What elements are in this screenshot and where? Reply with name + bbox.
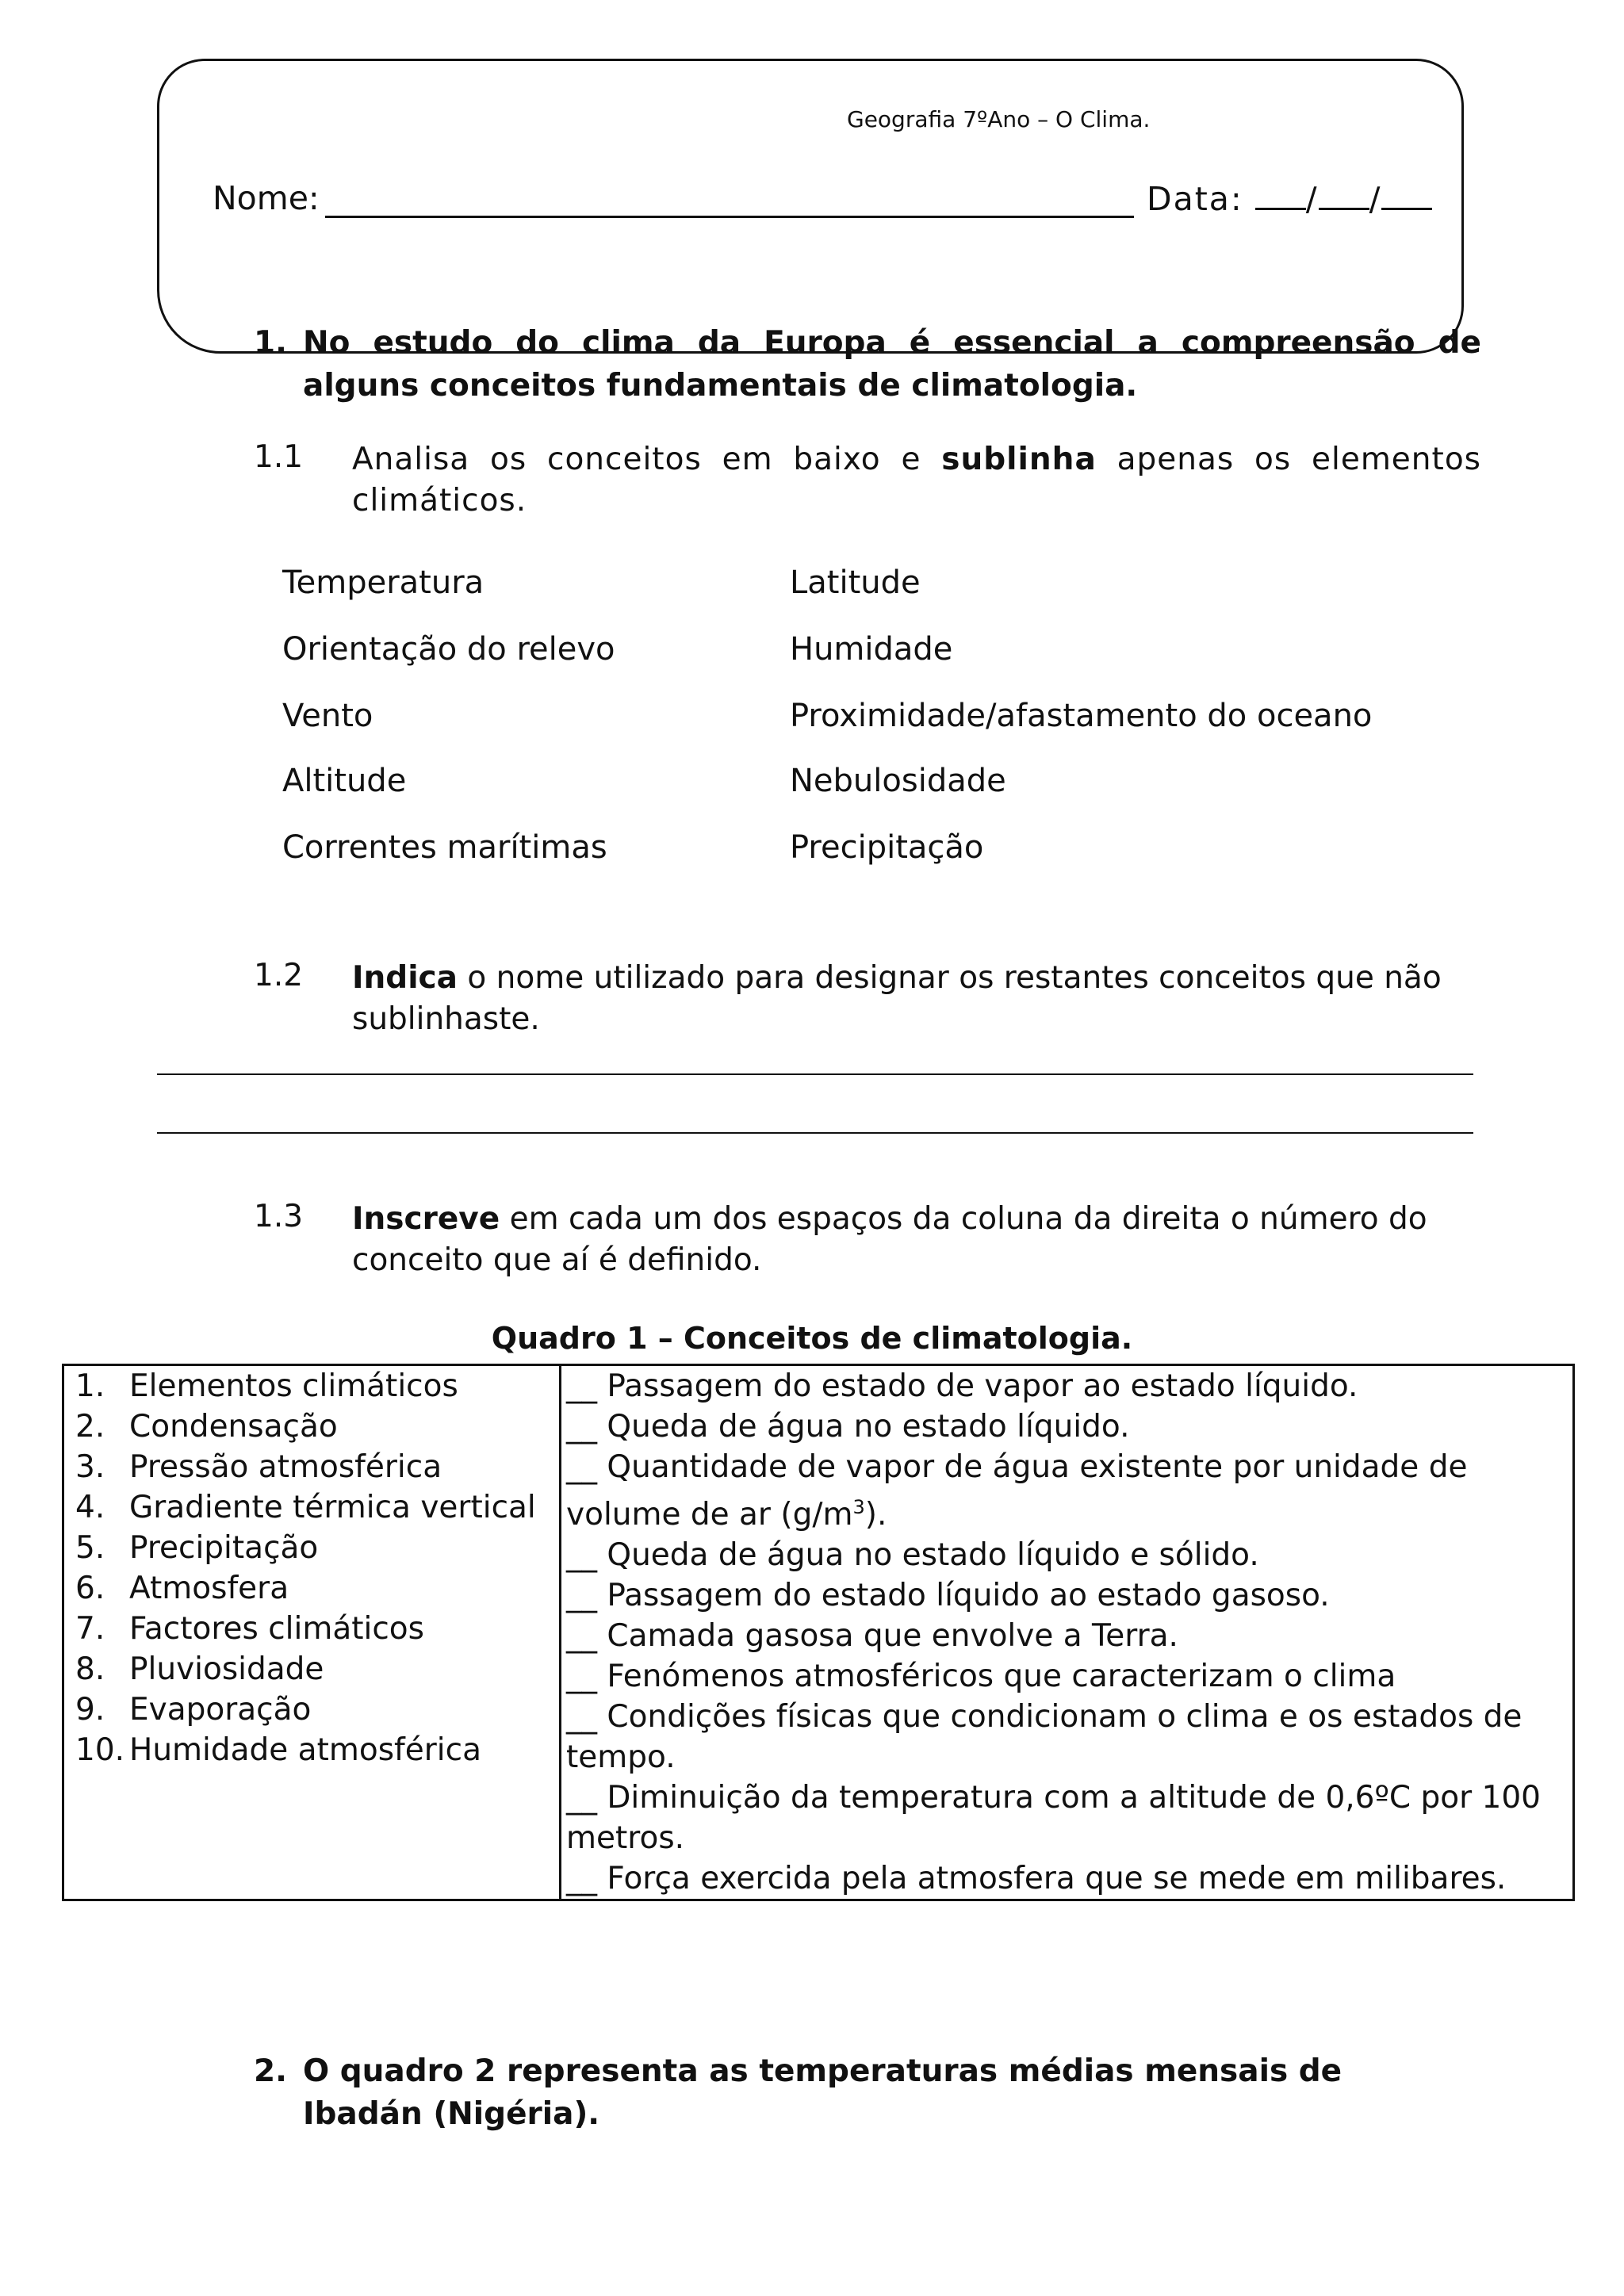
list-item: [69, 1609, 554, 1649]
item-label: Pressão atmosférica: [129, 1449, 442, 1485]
item-number: 8.: [75, 1651, 105, 1687]
definition-item[interactable]: __ Camada gasosa que envolve a Terra.: [566, 1618, 1178, 1654]
list-item: [69, 1689, 554, 1730]
data-label: Data:: [1147, 180, 1243, 218]
concept-left-1[interactable]: Temperatura: [282, 564, 485, 601]
definition-item[interactable]: [566, 1447, 1568, 1535]
q1-2-text-bold: Indica: [352, 960, 458, 996]
item-number: 10.: [75, 1732, 125, 1768]
list-item: [69, 1487, 554, 1528]
q1-2-text: [352, 958, 1481, 1040]
definition-item[interactable]: __ Força exercida pela atmosfera que se mede em milibares.: [566, 1861, 1507, 1896]
concept-left-5[interactable]: Correntes marítimas: [282, 829, 607, 866]
definition-item[interactable]: __ Passagem do estado líquido ao estado gasoso.: [566, 1578, 1330, 1613]
definition-item[interactable]: __ Diminuição da temperatura com a altitude de 0,6ºC por 100 metros.: [566, 1780, 1541, 1856]
answer-line-1[interactable]: [157, 1073, 1473, 1075]
item-label: Factores climáticos: [129, 1611, 424, 1647]
list-item: [69, 1528, 554, 1568]
q1-3-text: [352, 1199, 1481, 1281]
q1-3-text-after: em cada um dos espaços da coluna da direita o número do conceito que aí é definido.: [352, 1201, 1427, 1278]
item-label: Precipitação: [129, 1530, 319, 1566]
q1-1-text-bold: sublinha: [941, 442, 1097, 477]
item-number: 2.: [75, 1409, 105, 1445]
table-title: Quadro 1 – Conceitos de climatologia.: [491, 1321, 1133, 1356]
q1-2-number: 1.2: [254, 958, 304, 993]
item-label: Humidade atmosférica: [129, 1732, 481, 1768]
list-item: [69, 1406, 554, 1447]
item-number: 3.: [75, 1449, 105, 1485]
q1-3-number: 1.3: [254, 1199, 304, 1234]
day-blank[interactable]: [1255, 179, 1306, 210]
q1-3-text-bold: Inscreve: [352, 1201, 500, 1237]
q1-1-number: 1.1: [254, 439, 304, 475]
date-separator: /: [1305, 180, 1319, 218]
concept-right-4[interactable]: Nebulosidade: [790, 763, 1006, 799]
item-label: Condensação: [129, 1409, 338, 1445]
q1-number: 1.: [254, 325, 287, 361]
definition-item[interactable]: __ Queda de água no estado líquido.: [566, 1409, 1130, 1445]
item-label: Pluviosidade: [129, 1651, 324, 1687]
subject-title: Geografia 7ºAno – O Clima.: [847, 106, 1151, 132]
q1-1-text: [352, 439, 1481, 522]
definition-item[interactable]: __ Queda de água no estado líquido e sólido.: [566, 1537, 1259, 1573]
item-label: Gradiente térmica vertical: [129, 1490, 536, 1525]
year-blank[interactable]: [1381, 179, 1432, 210]
q1-1-text-before: Analisa os conceitos em baixo e: [352, 442, 942, 477]
date-separator: /: [1369, 180, 1382, 218]
list-item: [69, 1366, 554, 1406]
definition-text: __ Quantidade de vapor de água existente por unidade de volume de ar (g/m: [566, 1449, 1468, 1533]
list-item: [69, 1568, 554, 1609]
superscript: 3: [852, 1496, 865, 1518]
q1-1-text-after: apenas os elementos climáticos.: [352, 442, 1481, 519]
concept-left-3[interactable]: Vento: [282, 698, 373, 734]
item-number: 4.: [75, 1490, 105, 1525]
concept-right-3[interactable]: Proximidade/afastamento do oceano: [790, 698, 1373, 734]
item-number: 9.: [75, 1692, 105, 1728]
definition-item[interactable]: __ Condições físicas que condicionam o clima e os estados de tempo.: [566, 1699, 1522, 1775]
q2-number: 2.: [254, 2053, 287, 2089]
item-number: 7.: [75, 1611, 105, 1647]
data-field[interactable]: [1147, 179, 1432, 218]
concept-right-2[interactable]: Humidade: [790, 631, 953, 668]
concept-right-5[interactable]: Precipitação: [790, 829, 984, 866]
list-item: [69, 1730, 554, 1770]
concept-right-1[interactable]: Latitude: [790, 564, 921, 601]
nome-field[interactable]: [325, 216, 1134, 218]
q1-2-text-after: o nome utilizado para designar os restantes conceitos que não sublinhaste.: [352, 960, 1442, 1037]
definitions-list: [561, 1365, 1574, 1900]
answer-line-2[interactable]: [157, 1132, 1473, 1134]
nome-label: Nome:: [213, 179, 320, 217]
item-number: 6.: [75, 1571, 105, 1606]
list-item: [69, 1649, 554, 1689]
definition-item[interactable]: __ Passagem do estado de vapor ao estado líquido.: [566, 1368, 1358, 1404]
item-label: Evaporação: [129, 1692, 312, 1728]
item-number: 5.: [75, 1530, 105, 1566]
q1-text: No estudo do clima da Europa é essencial a compreensão de alguns conceitos fundamentais de climatologia.: [303, 325, 1481, 404]
item-label: Elementos climáticos: [129, 1368, 458, 1404]
concepts-table: [62, 1364, 1575, 1901]
item-number: 1.: [75, 1368, 105, 1404]
concept-left-2[interactable]: Orientação do relevo: [282, 631, 615, 668]
definition-suffix: ).: [864, 1497, 887, 1533]
q2-text: O quadro 2 representa as temperaturas médias mensais de Ibadán (Nigéria).: [303, 2053, 1342, 2132]
list-item: [69, 1447, 554, 1487]
month-blank[interactable]: [1319, 179, 1369, 210]
definition-item[interactable]: __ Fenómenos atmosféricos que caracterizam o clima: [566, 1659, 1396, 1694]
concepts-list: [63, 1365, 561, 1900]
concept-left-4[interactable]: Altitude: [282, 763, 407, 799]
item-label: Atmosfera: [129, 1571, 289, 1606]
